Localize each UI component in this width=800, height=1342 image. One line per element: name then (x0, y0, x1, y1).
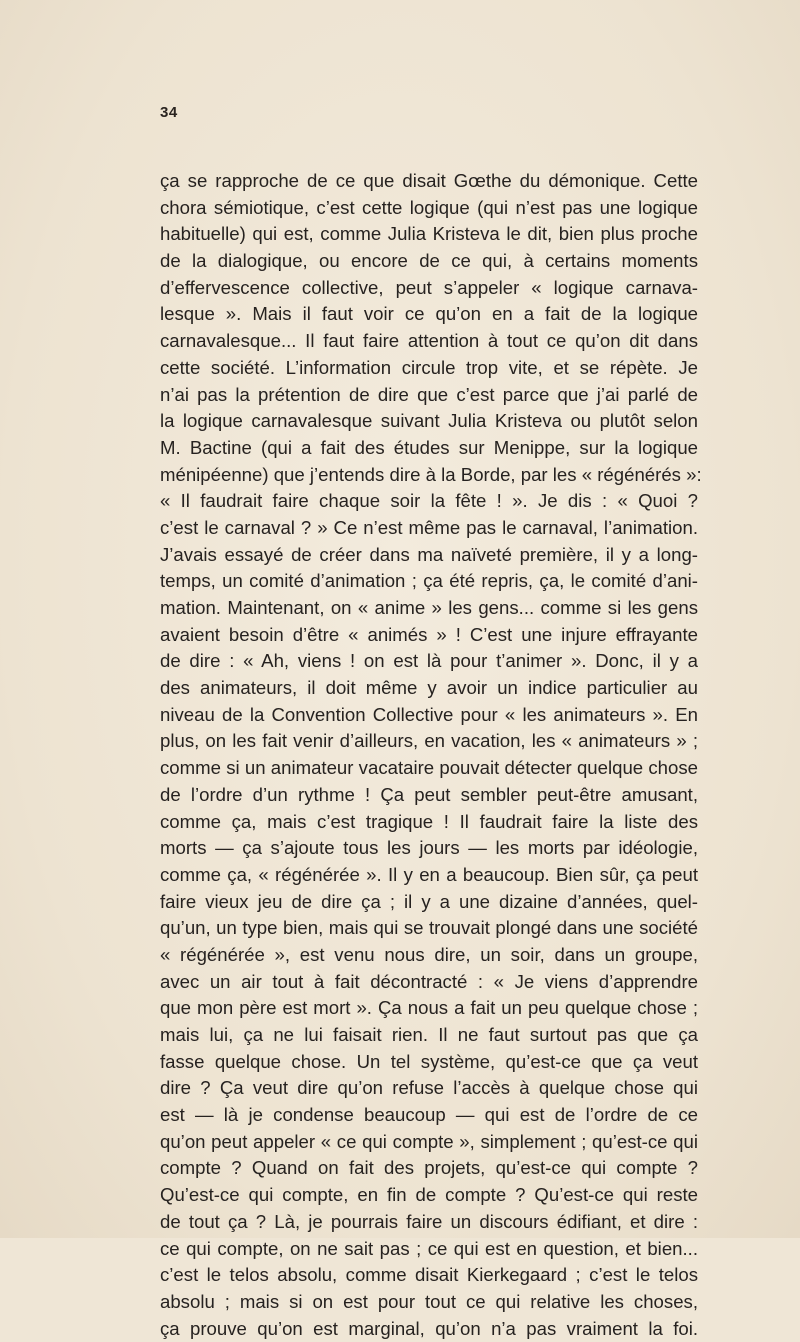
text-line: qu’on peut appeler « ce qui compte », simplement ; qu’est-ce qui (160, 1130, 698, 1152)
text-line: c’est le telos absolu, comme disait Kierkegaard ; c’est le telos (160, 1264, 698, 1286)
text-line: compte ? Quand on fait des projets, qu’est-ce qui compte ? (160, 1157, 698, 1179)
text-line: ce qui compte, on ne sait pas ; ce qui est en question, et bien... (160, 1237, 698, 1259)
text-line: mais lui, ça ne lui faisait rien. Il ne faut surtout pas que ça (160, 1024, 698, 1045)
text-line: ça prouve qu’on est marginal, qu’on n’a pas vraiment la foi. (160, 1317, 698, 1339)
text-line: mation. Maintenant, on « anime » les gens... comme si les gens (160, 597, 698, 618)
text-line: fasse quelque chose. Un tel système, qu’est-ce que ça veut (160, 1050, 698, 1072)
text-line: niveau de la Convention Collective pour « les animateurs ». En (160, 703, 698, 725)
body-text (160, 168, 702, 1342)
text-line: lesque ». Mais il faut voir ce qu’on en a fait de la logique (160, 303, 698, 325)
text-line: dire ? Ça veut dire qu’on refuse l’accès à quelque chose qui (160, 1077, 698, 1099)
text-line: comme ça, « régénérée ». Il y en a beaucoup. Bien sûr, ça peut (160, 863, 698, 885)
text-line: de l’ordre d’un rythme ! Ça peut sembler peut-être amusant, (160, 783, 698, 805)
text-line: cette société. L’information circule trop vite, et se répète. Je (160, 356, 698, 378)
text-line: temps, un comité d’animation ; ça été repris, ça, le comité d’ani- (160, 570, 698, 592)
text-line: M. Bactine (qui a fait des études sur Menippe, sur la logique (160, 436, 698, 458)
text-line: la logique carnavalesque suivant Julia Kristeva ou plutôt selon (160, 410, 698, 432)
text-line: des animateurs, il doit même y avoir un indice particulier au (160, 677, 698, 699)
text-line: qu’un, un type bien, mais qui se trouvait plongé dans une société (160, 917, 698, 939)
text-line: carnavalesque... Il faut faire attention à tout ce qu’on dit dans (160, 330, 698, 352)
text-line: avec un air tout à fait décontracté : « Je viens d’apprendre (160, 970, 698, 992)
text-line: c’est le carnaval ? » Ce n’est même pas le carnaval, l’animation. (160, 516, 698, 538)
text-line: de tout ça ? Là, je pourrais faire un discours édifiant, et dire : (160, 1210, 698, 1232)
text-line: de la dialogique, ou encore de ce qui, à certains moments (160, 250, 698, 272)
text-line: n’ai pas la prétention de dire que c’est parce que j’ai parlé de (160, 383, 698, 405)
text-line: J’avais essayé de créer dans ma naïveté première, il y a long- (160, 543, 698, 565)
text-line: plus, on les fait venir d’ailleurs, en vacation, les « animateurs » ; (160, 730, 698, 752)
text-line: ménipéenne) que j’entends dire à la Borde, par les « régénérés »: (160, 463, 702, 485)
text-line: comme ça, mais c’est tragique ! Il faudrait faire la liste des (160, 810, 698, 832)
text-line: « Il faudrait faire chaque soir la fête ! ». Je dis : « Quoi ? (160, 490, 698, 512)
text-line: d’effervescence collective, peut s’appeler « logique carnava- (160, 276, 698, 298)
text-line: morts — ça s’ajoute tous les jours — les morts par idéologie, (160, 837, 698, 859)
text-line: chora sémiotique, c’est cette logique (qui n’est pas une logique (160, 196, 698, 218)
text-line: que mon père est mort ». Ça nous a fait un peu quelque chose ; (160, 997, 698, 1019)
text-line: est — là je condense beaucoup — qui est de l’ordre de ce (160, 1104, 698, 1126)
text-line: ça se rapproche de ce que disait Gœthe du démonique. Cette (160, 170, 698, 191)
text-line: de dire : « Ah, viens ! on est là pour t’animer ». Donc, il y a (160, 650, 698, 672)
text-line: absolu ; mais si on est pour tout ce qui relative les choses, (160, 1290, 698, 1312)
page-number: 34 (160, 104, 178, 121)
text-line: « régénérée », est venu nous dire, un soir, dans un groupe, (160, 943, 698, 965)
text-line: habituelle) qui est, comme Julia Kristeva le dit, bien plus proche (160, 223, 698, 245)
text-line: avaient besoin d’être « animés » ! C’est une injure effrayante (160, 623, 698, 645)
text-line: comme si un animateur vacataire pouvait détecter quelque chose (160, 757, 698, 779)
text-line: faire vieux jeu de dire ça ; il y a une dizaine d’années, quel- (160, 890, 698, 912)
text-line: Qu’est-ce qui compte, en fin de compte ? Qu’est-ce qui reste (160, 1184, 698, 1206)
